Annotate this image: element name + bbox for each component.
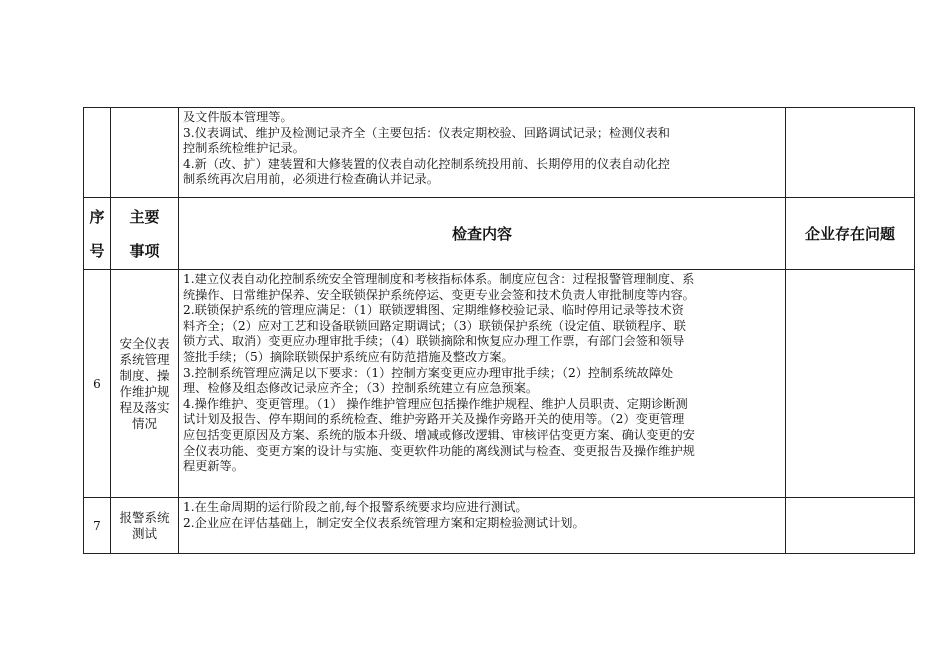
- header-no-line: 号: [89, 241, 105, 260]
- content-line: 锁方式、取消）变更应办理审批手续；（4）联锁摘除和恢复应办理工作票，有部门会签和领导: [183, 334, 685, 349]
- row-item-line: 制度、操: [119, 367, 170, 383]
- content-line: 4.新（改、扩）建装置和大修装置的仪表自动化控制系统投用前、长期停用的仪表自动化控: [183, 156, 670, 171]
- row-number: 7: [84, 498, 111, 554]
- content-line: 及文件版本管理等。: [183, 110, 293, 124]
- header-no: [84, 198, 111, 270]
- continuation-no-cell: [84, 108, 111, 198]
- row-issues: [786, 270, 915, 498]
- content-line: 4.操作维护、变更管理。（1） 操作维护管理应包括操作维护规程、维护人员职责、定期诊断测: [183, 396, 688, 411]
- content-line: 全仪表功能、变更方案的设计与实施、变更软件功能的离线测试与检查、变更报告及操作维护规: [183, 443, 695, 458]
- header-item: [111, 198, 179, 270]
- content-line: 程更新等。: [183, 459, 244, 474]
- content-line: 1.在生命周期的运行阶段之前,每个报警系统要求均应进行测试。: [183, 500, 528, 514]
- row-number: 6: [84, 270, 111, 498]
- table-row: [84, 270, 915, 498]
- continuation-row: [84, 108, 915, 198]
- header-issues: 企业存在问题: [786, 198, 915, 270]
- content-line: 试计划及报告、停车期间的系统检查、维护旁路开关及操作旁路开关的使用等。（2）变更管理: [183, 412, 685, 427]
- row-content: [179, 498, 786, 554]
- row-item-line: 作维护规: [119, 383, 170, 399]
- content-line: 控制系统检维护记录。: [183, 141, 305, 156]
- header-item-line: 主要: [129, 207, 160, 226]
- row-content: [179, 270, 786, 498]
- content-line: 3.控制系统管理应满足以下要求：（1）控制方案变更应办理审批手续；（2）控制系统故障处: [183, 365, 674, 380]
- row-item: [111, 498, 179, 554]
- row-item-line: 测试: [131, 525, 157, 541]
- header-content: 检查内容: [179, 198, 786, 270]
- row-item-line: 安全仪表: [119, 335, 170, 351]
- row-item-line: 报警系统: [119, 509, 170, 525]
- row-issues: [786, 498, 915, 554]
- content-line: 2.联锁保护系统的管理应满足：（1）联锁逻辑图、定期维修校验记录、临时停用记录等技术资: [183, 303, 684, 318]
- header-row: [84, 198, 915, 270]
- content-line: 料齐全；（2）应对工艺和设备联锁回路定期调试；（3）联锁保护系统（设定值、联锁程序、联: [183, 318, 686, 333]
- header-no-line: 序: [89, 207, 105, 226]
- content-line: 制系统再次启用前，必须进行检查确认并记录。: [183, 172, 439, 187]
- content-line: 理、检修及组态修改记录应齐全；（3）控制系统建立有应急预案。: [183, 381, 539, 396]
- continuation-issues-cell: [786, 108, 915, 198]
- content-line: 1.建立仪表自动化控制系统安全管理制度和考核指标体系。制度应包含：过程报警管理制度、系: [183, 272, 695, 286]
- inspection-table: [83, 107, 915, 554]
- row-item-line: 系统管理: [119, 351, 170, 367]
- content-line: 统操作、日常维护保养、安全联锁保护系统停运、变更专业会签和技术负责人审批制度等内容。: [183, 287, 695, 302]
- content-line: 签批手续；（5）摘除联锁保护系统应有防范措施及整改方案。: [183, 349, 514, 364]
- content-line: 2.企业应在评估基础上，制定安全仪表系统管理方案和定期检验测试计划。: [183, 515, 585, 530]
- row-item-line: 情况: [131, 415, 157, 431]
- content-line: 3.仪表调试、维护及检测记录齐全（主要包括：仪表定期校验、回路调试记录；检测仪表和: [183, 125, 670, 140]
- row-item-line: 程及落实: [119, 399, 170, 415]
- row-item: [111, 270, 179, 498]
- content-line: 应包括变更原因及方案、系统的版本升级、增减或修改逻辑、审核评估变更方案、确认变更的安: [183, 427, 695, 442]
- table-row: [84, 498, 915, 554]
- header-item-line: 事项: [129, 241, 160, 260]
- continuation-content-cell: [179, 108, 786, 198]
- continuation-item-cell: [111, 108, 179, 198]
